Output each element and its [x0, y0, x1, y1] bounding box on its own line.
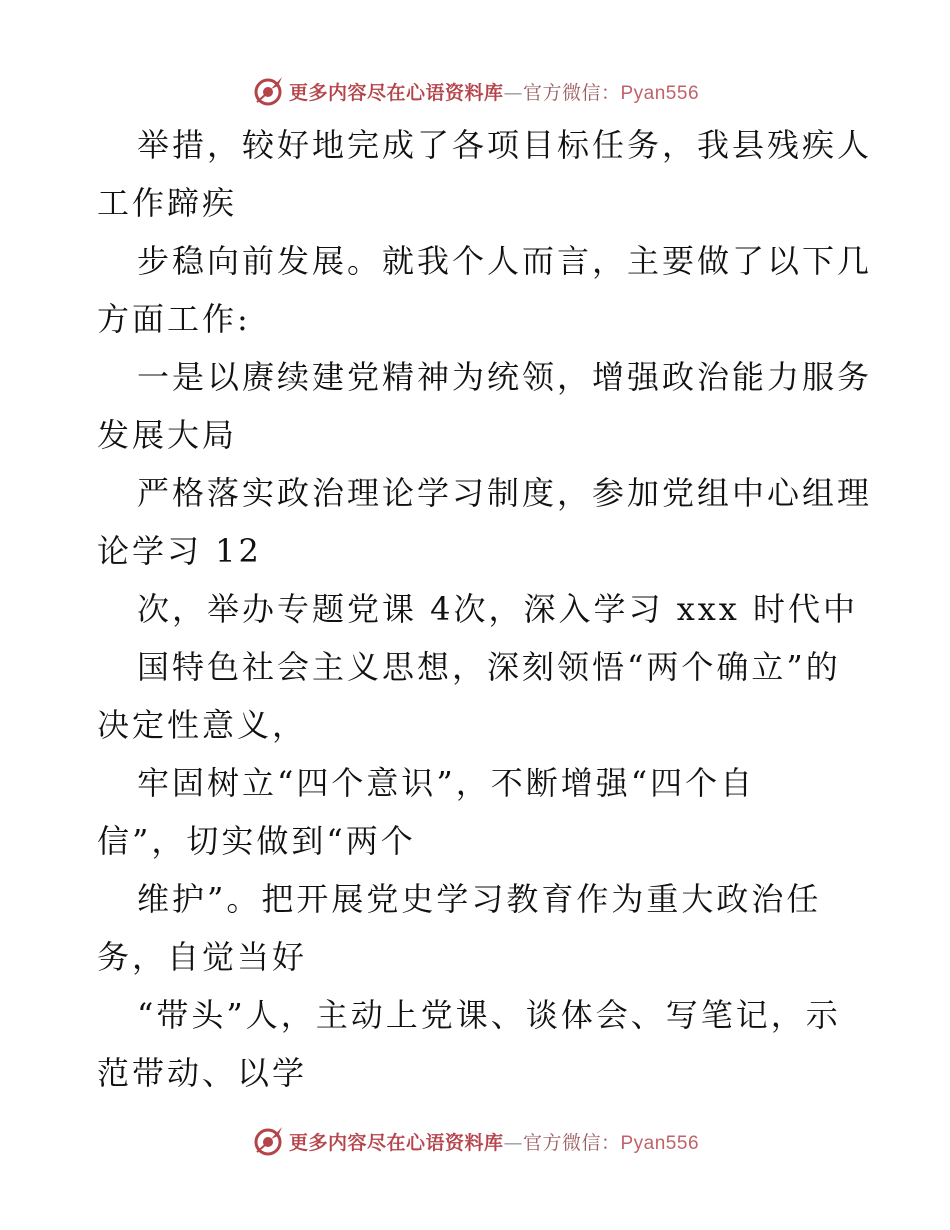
body-line: 方面工作:	[97, 300, 251, 338]
body-line: 步稳向前发展。就我个人而言，主要做了以下几	[137, 242, 873, 280]
footer-wechat-id: Pyan556	[620, 1132, 700, 1154]
body-line: 举措，较好地完成了各项目标任务，我县残疾人	[137, 126, 873, 164]
header-brand: 更多内容尽在心语资料库	[288, 81, 504, 104]
footer-separator: —	[503, 1131, 523, 1154]
body-line: 决定性意义，	[97, 706, 308, 744]
quill-logo-icon	[251, 1124, 285, 1158]
body-line: 维护”。把开展党史学习教育作为重大政治任	[137, 880, 822, 918]
body-line: 严格落实政治理论学习制度，参加党组中心组理	[137, 474, 873, 512]
footer-text	[289, 1128, 699, 1155]
body-line: 范带动、以学	[97, 1054, 308, 1092]
body-line: 一是以赓续建党精神为统领，增强政治能力服务	[137, 358, 873, 396]
body-line: 工作蹄疾	[97, 184, 238, 222]
body-line: 发展大局	[97, 416, 238, 454]
footer-wechat-label: 官方微信：	[522, 1131, 621, 1154]
body-line: 次，举办专题党课 4次，深入学习 xxx 时代中	[137, 590, 859, 628]
body-line: 国特色社会主义思想，深刻领悟“两个确立”的	[137, 648, 841, 686]
header-separator: —	[503, 81, 523, 104]
header-wechat-id: Pyan556	[620, 82, 700, 104]
body-line: 信”，切实做到“两个	[97, 822, 416, 860]
body-line: “带头”人，主动上党课、谈体会、写笔记，示	[137, 996, 841, 1034]
footer-brand: 更多内容尽在心语资料库	[288, 1131, 504, 1154]
body-line: 务，自觉当好	[97, 938, 308, 976]
body-line: 牢固树立“四个意识”，不断增强“四个自	[137, 764, 756, 802]
page-footer	[0, 1121, 950, 1161]
body-line: 论学习 12	[97, 532, 262, 570]
header-wechat-label: 官方微信：	[522, 81, 621, 104]
